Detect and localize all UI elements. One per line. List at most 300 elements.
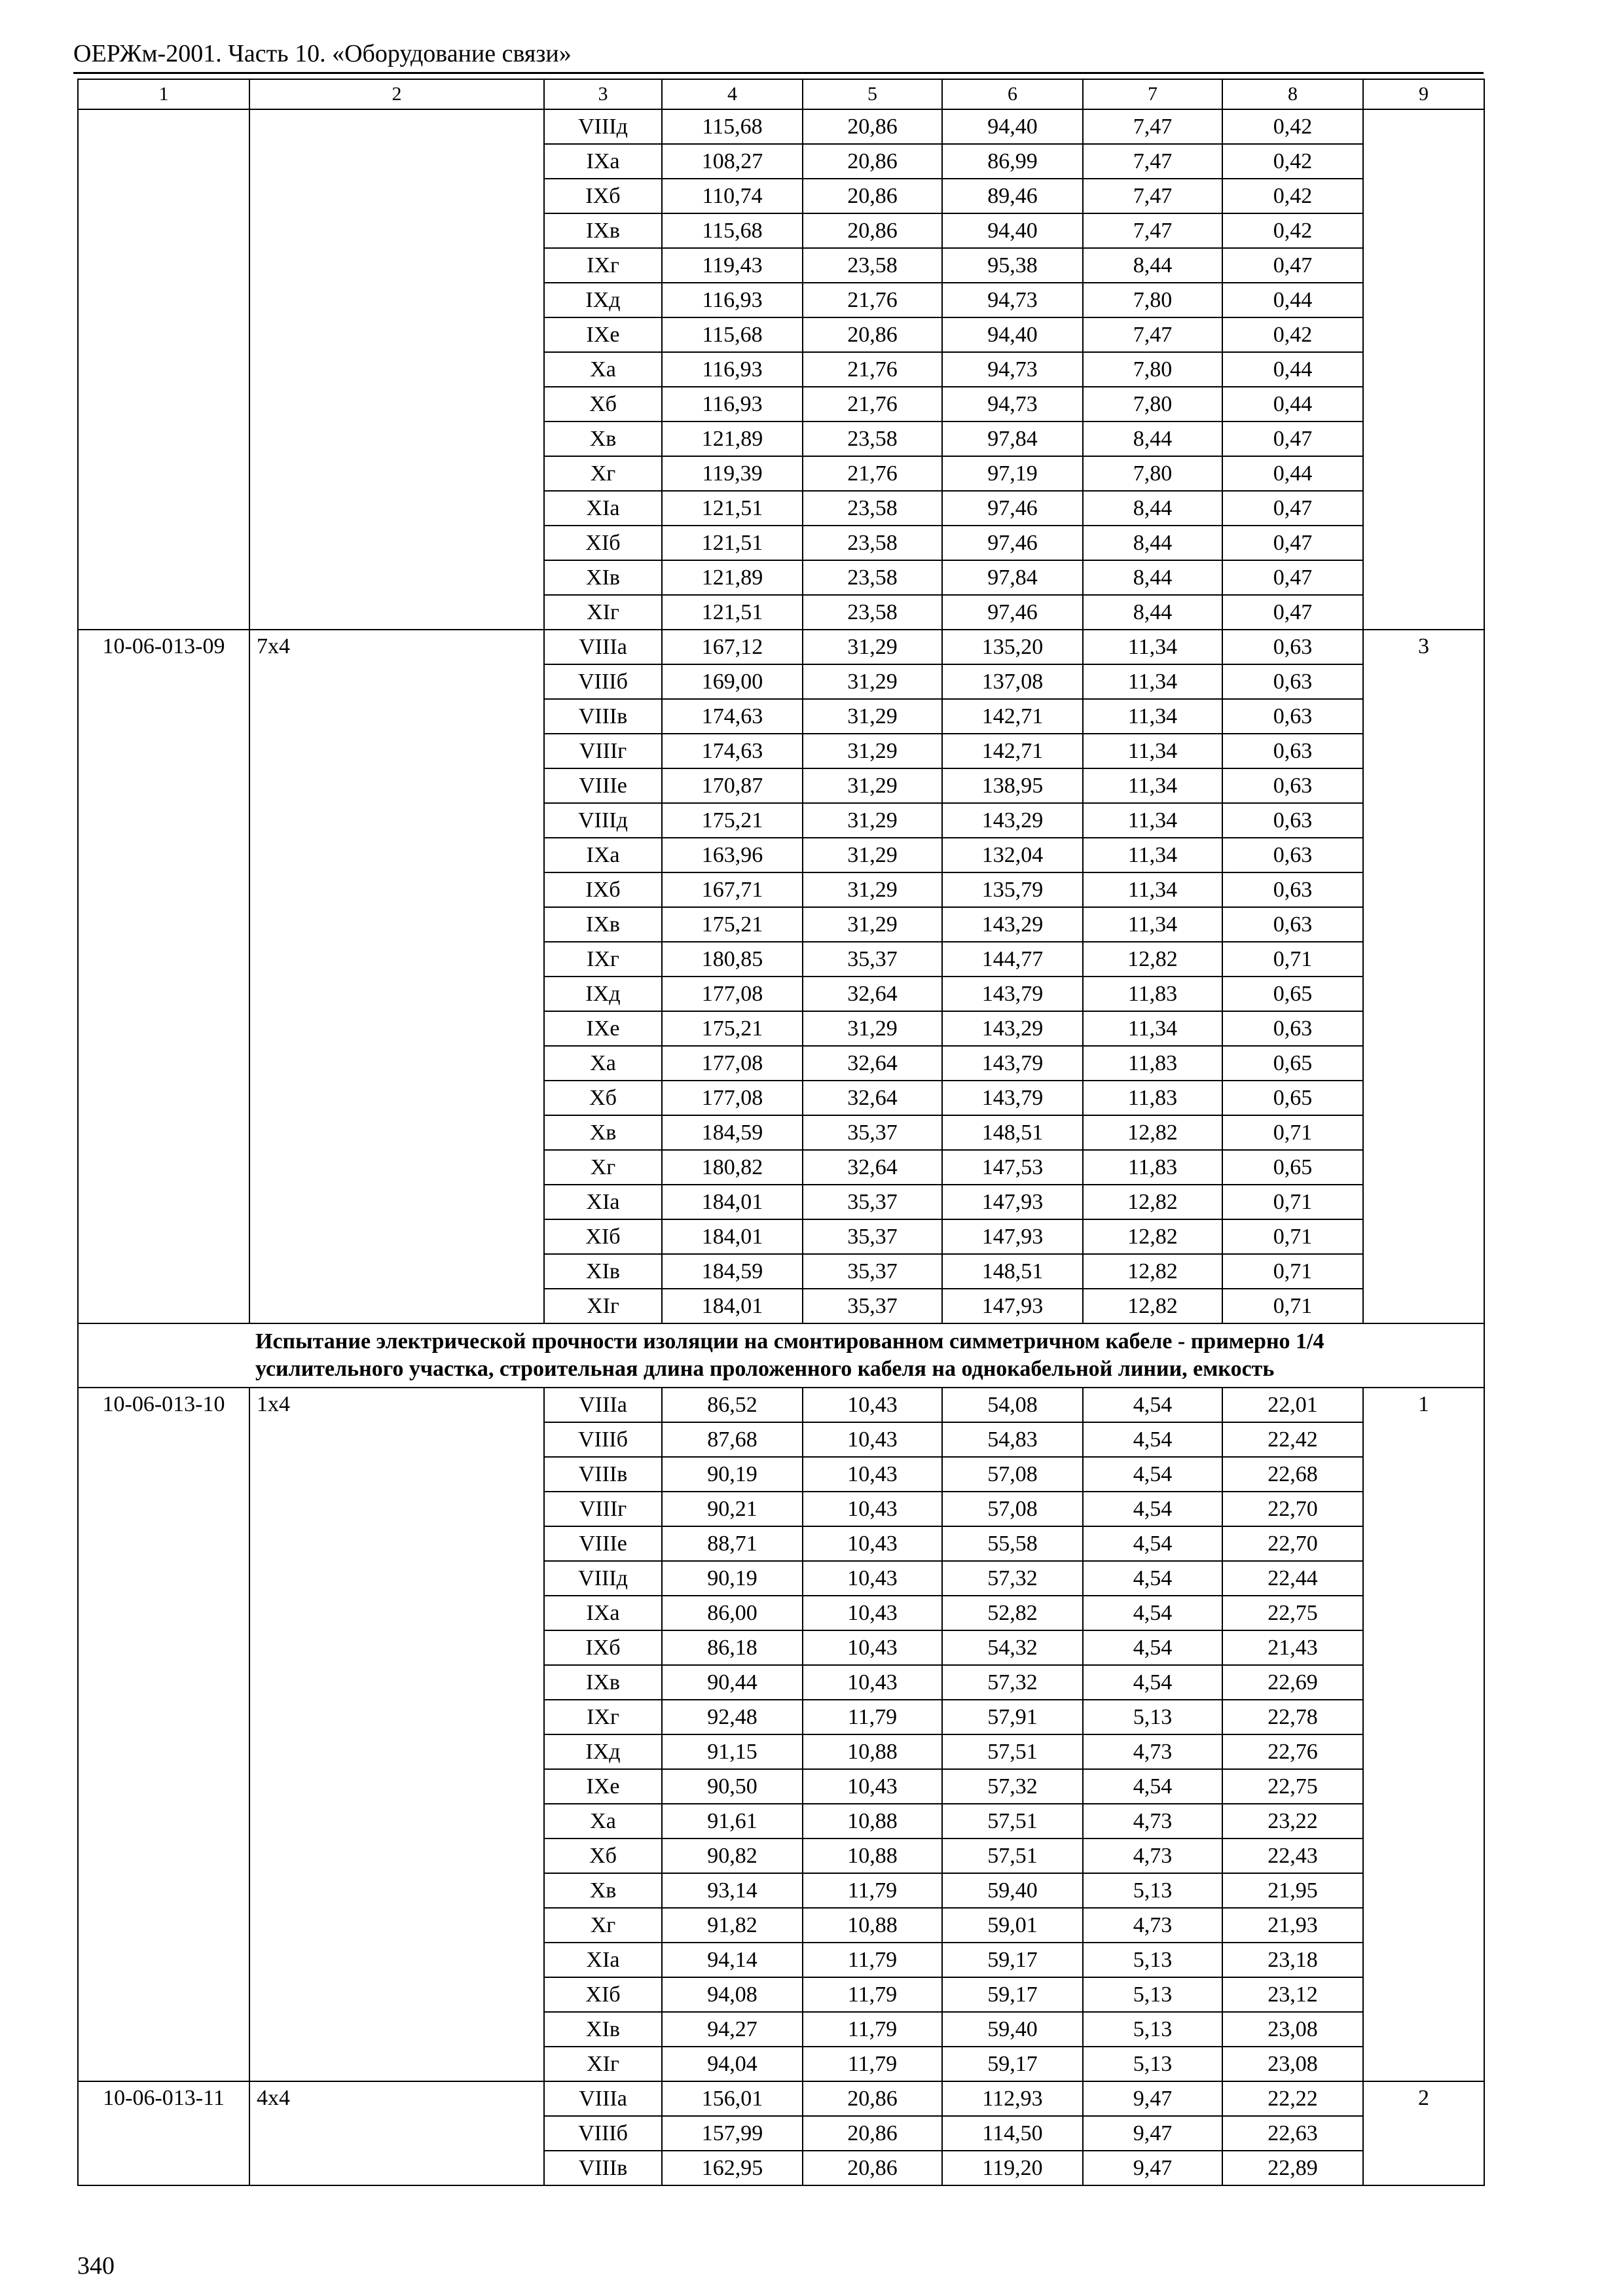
table-cell: 4,73 (1083, 1839, 1222, 1873)
table-cell: IXг (544, 942, 662, 977)
table-cell: 11,34 (1083, 1011, 1222, 1046)
table-cell: Xб (544, 1839, 662, 1873)
table-cell: 7,47 (1083, 317, 1222, 352)
table-cell: 23,08 (1222, 2012, 1363, 2047)
table-cell: 11,79 (803, 1977, 942, 2012)
table-cell: 0,63 (1222, 1011, 1363, 1046)
table-cell: 23,12 (1222, 1977, 1363, 2012)
table-cell: 177,08 (662, 1081, 803, 1115)
table-cell: 21,76 (803, 352, 942, 387)
table-cell: 116,93 (662, 283, 803, 317)
table-cell: 7,47 (1083, 213, 1222, 248)
table-cell: 59,01 (942, 1908, 1083, 1943)
table-cell: 143,79 (942, 1046, 1083, 1081)
table-cell: 32,64 (803, 1081, 942, 1115)
table-cell: 20,86 (803, 2151, 942, 2185)
table-cell: 91,61 (662, 1804, 803, 1839)
table-cell: 10,43 (803, 1422, 942, 1457)
table-cell: XIв (544, 1254, 662, 1289)
table-cell: 112,93 (942, 2081, 1083, 2116)
table-cell: VIIIв (544, 2151, 662, 2185)
table-cell: 31,29 (803, 838, 942, 872)
table-cell: 35,37 (803, 1219, 942, 1254)
table-cell: 7,80 (1083, 352, 1222, 387)
col9-value: 1 (1363, 1388, 1484, 2081)
table-cell: Xв (544, 1115, 662, 1150)
table-cell: 0,71 (1222, 1219, 1363, 1254)
table-cell: 94,40 (942, 213, 1083, 248)
table-cell: 180,85 (662, 942, 803, 977)
table-cell: 31,29 (803, 630, 942, 664)
table-cell: 8,44 (1083, 491, 1222, 526)
table-cell: 0,42 (1222, 317, 1363, 352)
table-cell: 0,65 (1222, 1046, 1363, 1081)
table-cell: 7,47 (1083, 144, 1222, 179)
table-cell: 57,08 (942, 1457, 1083, 1492)
table-cell: 0,63 (1222, 872, 1363, 907)
table-cell: 144,77 (942, 942, 1083, 977)
table-cell: 22,70 (1222, 1492, 1363, 1526)
table-cell: 167,71 (662, 872, 803, 907)
table-cell: 142,71 (942, 699, 1083, 734)
table-cell: 90,19 (662, 1561, 803, 1596)
table-cell: XIб (544, 1219, 662, 1254)
table-cell: 8,44 (1083, 248, 1222, 283)
table-cell: 110,74 (662, 179, 803, 213)
section-heading: Испытание электрической прочности изоляции на смонтированном симметричном кабеле - примерно 1/4 усилительного участка, строительная длина проложенного кабеля на однокабельной линии, емкость (78, 1323, 1484, 1388)
table-cell: 0,71 (1222, 1115, 1363, 1150)
table-cell: 4,54 (1083, 1665, 1222, 1700)
table-cell: 0,65 (1222, 1081, 1363, 1115)
table-cell: 135,20 (942, 630, 1083, 664)
table-cell: 10,88 (803, 1839, 942, 1873)
rate-code: 10-06-013-09 (78, 630, 249, 1323)
column-number: 1 (78, 79, 249, 109)
rate-code: 10-06-013-10 (78, 1388, 249, 2081)
table-cell: 23,58 (803, 560, 942, 595)
table-cell: IXд (544, 283, 662, 317)
table-cell: 10,88 (803, 1908, 942, 1943)
table-cell: IXв (544, 1665, 662, 1700)
table-cell: 23,58 (803, 526, 942, 560)
table-cell: 87,68 (662, 1422, 803, 1457)
rate-name: 4x4 (249, 2081, 544, 2185)
table-cell: 90,82 (662, 1839, 803, 1873)
table-cell: 175,21 (662, 803, 803, 838)
table-cell: 115,68 (662, 317, 803, 352)
table-cell: 97,46 (942, 595, 1083, 630)
table-cell: 184,01 (662, 1219, 803, 1254)
table-cell: 147,93 (942, 1289, 1083, 1323)
table-cell: 5,13 (1083, 1977, 1222, 2012)
table-cell: 137,08 (942, 664, 1083, 699)
table-cell: 175,21 (662, 1011, 803, 1046)
table-cell: 108,27 (662, 144, 803, 179)
table-cell: 57,91 (942, 1700, 1083, 1734)
table-cell: 7,80 (1083, 387, 1222, 422)
table-cell: 31,29 (803, 872, 942, 907)
table-cell: 54,83 (942, 1422, 1083, 1457)
table-cell: IXа (544, 838, 662, 872)
table-cell: 4,54 (1083, 1492, 1222, 1526)
table-cell: 91,82 (662, 1908, 803, 1943)
table-cell: 0,65 (1222, 1150, 1363, 1185)
table-cell: 0,47 (1222, 422, 1363, 456)
table-cell: 22,44 (1222, 1561, 1363, 1596)
table-cell: VIIIд (544, 803, 662, 838)
table-row (78, 1388, 1484, 1422)
table-cell: IXа (544, 1596, 662, 1630)
col9-value: 2 (1363, 2081, 1484, 2185)
table-cell: 174,63 (662, 699, 803, 734)
table-cell: 10,43 (803, 1561, 942, 1596)
table-cell: 86,99 (942, 144, 1083, 179)
table-cell: 86,52 (662, 1388, 803, 1422)
table-cell: 57,51 (942, 1804, 1083, 1839)
table-cell: 12,82 (1083, 1115, 1222, 1150)
table-cell: 20,86 (803, 213, 942, 248)
table-cell: 32,64 (803, 1046, 942, 1081)
section-heading-row (78, 1323, 1484, 1388)
table-cell: 11,79 (803, 2012, 942, 2047)
table-cell: 22,70 (1222, 1526, 1363, 1561)
table-cell: 9,47 (1083, 2081, 1222, 2116)
table-cell: XIг (544, 595, 662, 630)
table-cell: 0,44 (1222, 283, 1363, 317)
table-cell: 11,83 (1083, 1046, 1222, 1081)
table-cell: 22,78 (1222, 1700, 1363, 1734)
table-cell: 11,83 (1083, 977, 1222, 1011)
table-cell: VIIIб (544, 1422, 662, 1457)
table-cell: 11,34 (1083, 872, 1222, 907)
table-cell: IXд (544, 1734, 662, 1769)
table-cell: 4,54 (1083, 1596, 1222, 1630)
table-cell: 11,34 (1083, 664, 1222, 699)
table-cell: 175,21 (662, 907, 803, 942)
table-cell: 8,44 (1083, 560, 1222, 595)
table-cell: 94,08 (662, 1977, 803, 2012)
table-row (78, 630, 1484, 664)
table-cell: 32,64 (803, 1150, 942, 1185)
table-cell: 8,44 (1083, 595, 1222, 630)
table-cell: 95,38 (942, 248, 1083, 283)
table-cell: Xг (544, 1150, 662, 1185)
table-cell: 94,40 (942, 109, 1083, 144)
header-divider (73, 72, 1484, 74)
table-cell: 0,71 (1222, 1254, 1363, 1289)
table-cell: 97,46 (942, 491, 1083, 526)
table-cell: Xв (544, 1873, 662, 1908)
table-cell: 147,53 (942, 1150, 1083, 1185)
table-cell: 35,37 (803, 1115, 942, 1150)
table-cell: 11,34 (1083, 907, 1222, 942)
table-cell: 5,13 (1083, 2012, 1222, 2047)
rate-name (249, 109, 544, 630)
table-cell: 0,63 (1222, 803, 1363, 838)
table-cell: 10,88 (803, 1734, 942, 1769)
table-cell: 4,54 (1083, 1457, 1222, 1492)
table-cell: 114,50 (942, 2116, 1083, 2151)
table-cell: 35,37 (803, 1254, 942, 1289)
table-cell: 10,88 (803, 1804, 942, 1839)
table-cell: 91,15 (662, 1734, 803, 1769)
table-cell: 0,71 (1222, 1185, 1363, 1219)
table-cell: IXд (544, 977, 662, 1011)
table-cell: 121,89 (662, 560, 803, 595)
table-cell: 116,93 (662, 387, 803, 422)
table-cell: VIIIа (544, 2081, 662, 2116)
table-cell: 184,59 (662, 1254, 803, 1289)
table-cell: 119,39 (662, 456, 803, 491)
table-cell: 132,04 (942, 838, 1083, 872)
table-cell: VIIIб (544, 664, 662, 699)
table-cell: VIIIд (544, 1561, 662, 1596)
table-cell: 0,47 (1222, 526, 1363, 560)
table-cell: 0,44 (1222, 387, 1363, 422)
table-cell: 0,42 (1222, 109, 1363, 144)
table-cell: 0,63 (1222, 630, 1363, 664)
table-cell: Xг (544, 456, 662, 491)
table-cell: 22,42 (1222, 1422, 1363, 1457)
table-cell: 184,01 (662, 1289, 803, 1323)
table-cell: 23,22 (1222, 1804, 1363, 1839)
table-cell: VIIIа (544, 1388, 662, 1422)
column-number: 9 (1363, 79, 1484, 109)
table-cell: VIIIг (544, 734, 662, 768)
table-cell: 143,79 (942, 977, 1083, 1011)
table-cell: 12,82 (1083, 1289, 1222, 1323)
table-cell: 4,73 (1083, 1908, 1222, 1943)
table-cell: 35,37 (803, 942, 942, 977)
table-cell: XIг (544, 2047, 662, 2081)
table-cell: 12,82 (1083, 1254, 1222, 1289)
table-cell: 31,29 (803, 734, 942, 768)
table-cell: 23,18 (1222, 1943, 1363, 1977)
table-cell: 23,58 (803, 595, 942, 630)
table-cell: 142,71 (942, 734, 1083, 768)
table-cell: 94,73 (942, 283, 1083, 317)
column-number: 8 (1222, 79, 1363, 109)
table-cell: 23,58 (803, 422, 942, 456)
table-cell: XIа (544, 1943, 662, 1977)
table-cell: 138,95 (942, 768, 1083, 803)
table-cell: 20,86 (803, 144, 942, 179)
table-cell: 86,00 (662, 1596, 803, 1630)
table-cell: 94,73 (942, 352, 1083, 387)
table-cell: 23,58 (803, 248, 942, 283)
table-cell: 5,13 (1083, 2047, 1222, 2081)
table-cell: 121,89 (662, 422, 803, 456)
table-cell: 32,64 (803, 977, 942, 1011)
table-cell: 115,68 (662, 109, 803, 144)
table-cell: IXе (544, 317, 662, 352)
table-cell: 57,08 (942, 1492, 1083, 1526)
table-cell: 143,79 (942, 1081, 1083, 1115)
table-cell: 156,01 (662, 2081, 803, 2116)
table-cell: 11,83 (1083, 1150, 1222, 1185)
table-cell: 121,51 (662, 491, 803, 526)
table-cell: VIIIг (544, 1492, 662, 1526)
table-cell: 5,13 (1083, 1943, 1222, 1977)
table-cell: 59,17 (942, 2047, 1083, 2081)
table-cell: 163,96 (662, 838, 803, 872)
table-cell: VIIIд (544, 109, 662, 144)
table-cell: 177,08 (662, 1046, 803, 1081)
table-cell: 4,73 (1083, 1734, 1222, 1769)
table-cell: 11,79 (803, 1873, 942, 1908)
column-number-row (78, 79, 1484, 109)
table-cell: IXг (544, 1700, 662, 1734)
table-cell: 167,12 (662, 630, 803, 664)
table-cell: XIв (544, 2012, 662, 2047)
table-cell: 143,29 (942, 907, 1083, 942)
table-cell: Xб (544, 387, 662, 422)
table-cell: VIIIв (544, 1457, 662, 1492)
table-cell: 8,44 (1083, 422, 1222, 456)
column-number: 5 (803, 79, 942, 109)
table-cell: XIв (544, 560, 662, 595)
table-cell: 9,47 (1083, 2151, 1222, 2185)
table-cell: 4,54 (1083, 1630, 1222, 1665)
table-cell: 174,63 (662, 734, 803, 768)
table-cell: Xа (544, 1804, 662, 1839)
table-cell: 54,32 (942, 1630, 1083, 1665)
table-cell: 180,82 (662, 1150, 803, 1185)
table-cell: 21,93 (1222, 1908, 1363, 1943)
table-cell: 7,80 (1083, 456, 1222, 491)
rate-code (78, 109, 249, 630)
table-cell: 0,42 (1222, 179, 1363, 213)
table-cell: 170,87 (662, 768, 803, 803)
table-cell: 57,32 (942, 1665, 1083, 1700)
table-cell: 20,86 (803, 109, 942, 144)
table-cell: 11,34 (1083, 734, 1222, 768)
table-cell: 10,43 (803, 1630, 942, 1665)
table-cell: 10,43 (803, 1457, 942, 1492)
table-cell: 88,71 (662, 1526, 803, 1561)
table-cell: 11,34 (1083, 838, 1222, 872)
table-cell: 31,29 (803, 664, 942, 699)
table-cell: IXб (544, 872, 662, 907)
table-cell: 10,43 (803, 1769, 942, 1804)
table-cell: 22,76 (1222, 1734, 1363, 1769)
table-cell: 90,50 (662, 1769, 803, 1804)
table-cell: 4,54 (1083, 1769, 1222, 1804)
table-cell: 10,43 (803, 1665, 942, 1700)
table-cell: 184,01 (662, 1185, 803, 1219)
table-cell: 90,21 (662, 1492, 803, 1526)
table-cell: 143,29 (942, 803, 1083, 838)
table-cell: 94,27 (662, 2012, 803, 2047)
document-header-title: ОЕРЖм-2001. Часть 10. «Оборудование связи» (73, 40, 572, 67)
table-cell: 0,47 (1222, 248, 1363, 283)
table-cell: 0,71 (1222, 942, 1363, 977)
table-cell: 59,17 (942, 1943, 1083, 1977)
table-cell: 54,08 (942, 1388, 1083, 1422)
table-cell: 22,75 (1222, 1596, 1363, 1630)
table-cell: IXб (544, 179, 662, 213)
table-cell: 22,89 (1222, 2151, 1363, 2185)
table-row (78, 109, 1484, 144)
table-cell: 0,44 (1222, 352, 1363, 387)
table-cell: Xа (544, 352, 662, 387)
table-cell: 94,40 (942, 317, 1083, 352)
table-cell: 4,54 (1083, 1526, 1222, 1561)
table-cell: 23,58 (803, 491, 942, 526)
table-cell: 4,73 (1083, 1804, 1222, 1839)
table-cell: 20,86 (803, 179, 942, 213)
table-cell: 52,82 (942, 1596, 1083, 1630)
col9-value: 3 (1363, 630, 1484, 1323)
table-cell: IXб (544, 1630, 662, 1665)
table-cell: 5,13 (1083, 1700, 1222, 1734)
table-cell: 86,18 (662, 1630, 803, 1665)
table-cell: 21,76 (803, 283, 942, 317)
table-cell: 90,19 (662, 1457, 803, 1492)
table-cell: VIIIе (544, 1526, 662, 1561)
table-cell: 12,82 (1083, 942, 1222, 977)
rate-name: 1x4 (249, 1388, 544, 2081)
column-number: 4 (662, 79, 803, 109)
column-number: 3 (544, 79, 662, 109)
table-cell: 31,29 (803, 768, 942, 803)
table-cell: 0,63 (1222, 664, 1363, 699)
table-cell: 11,79 (803, 1943, 942, 1977)
table-cell: 89,46 (942, 179, 1083, 213)
table-cell: 0,47 (1222, 560, 1363, 595)
table-cell: 10,43 (803, 1388, 942, 1422)
table-cell: 55,58 (942, 1526, 1083, 1561)
table-cell: XIа (544, 491, 662, 526)
table-cell: Xа (544, 1046, 662, 1081)
table-cell: 10,43 (803, 1526, 942, 1561)
table-cell: 97,84 (942, 422, 1083, 456)
table-cell: 0,42 (1222, 144, 1363, 179)
table-cell: 57,32 (942, 1561, 1083, 1596)
table-cell: 143,29 (942, 1011, 1083, 1046)
table-cell: IXв (544, 213, 662, 248)
table-cell: VIIIе (544, 768, 662, 803)
table-cell: 97,46 (942, 526, 1083, 560)
table-cell: 4,54 (1083, 1388, 1222, 1422)
table-cell: 0,44 (1222, 456, 1363, 491)
table-cell: VIIIв (544, 699, 662, 734)
table-cell: 20,86 (803, 2116, 942, 2151)
table-cell: 57,51 (942, 1839, 1083, 1873)
table-cell: 12,82 (1083, 1219, 1222, 1254)
table-cell: 4,54 (1083, 1561, 1222, 1596)
table-cell: 0,63 (1222, 838, 1363, 872)
table-cell: 7,47 (1083, 179, 1222, 213)
table-cell: 31,29 (803, 1011, 942, 1046)
table-cell: 9,47 (1083, 2116, 1222, 2151)
table-cell: 35,37 (803, 1289, 942, 1323)
table-cell: XIб (544, 526, 662, 560)
table-cell: 0,42 (1222, 213, 1363, 248)
table-cell: 93,14 (662, 1873, 803, 1908)
table-cell: IXе (544, 1769, 662, 1804)
table-cell: 97,19 (942, 456, 1083, 491)
table-cell: 31,29 (803, 699, 942, 734)
table-cell: 20,86 (803, 2081, 942, 2116)
table-cell: 21,95 (1222, 1873, 1363, 1908)
table-cell: 31,29 (803, 907, 942, 942)
table-cell: 7,47 (1083, 109, 1222, 144)
table-cell: 119,20 (942, 2151, 1083, 2185)
table-cell: 11,79 (803, 1700, 942, 1734)
table-cell: 5,13 (1083, 1873, 1222, 1908)
table-cell: 169,00 (662, 664, 803, 699)
